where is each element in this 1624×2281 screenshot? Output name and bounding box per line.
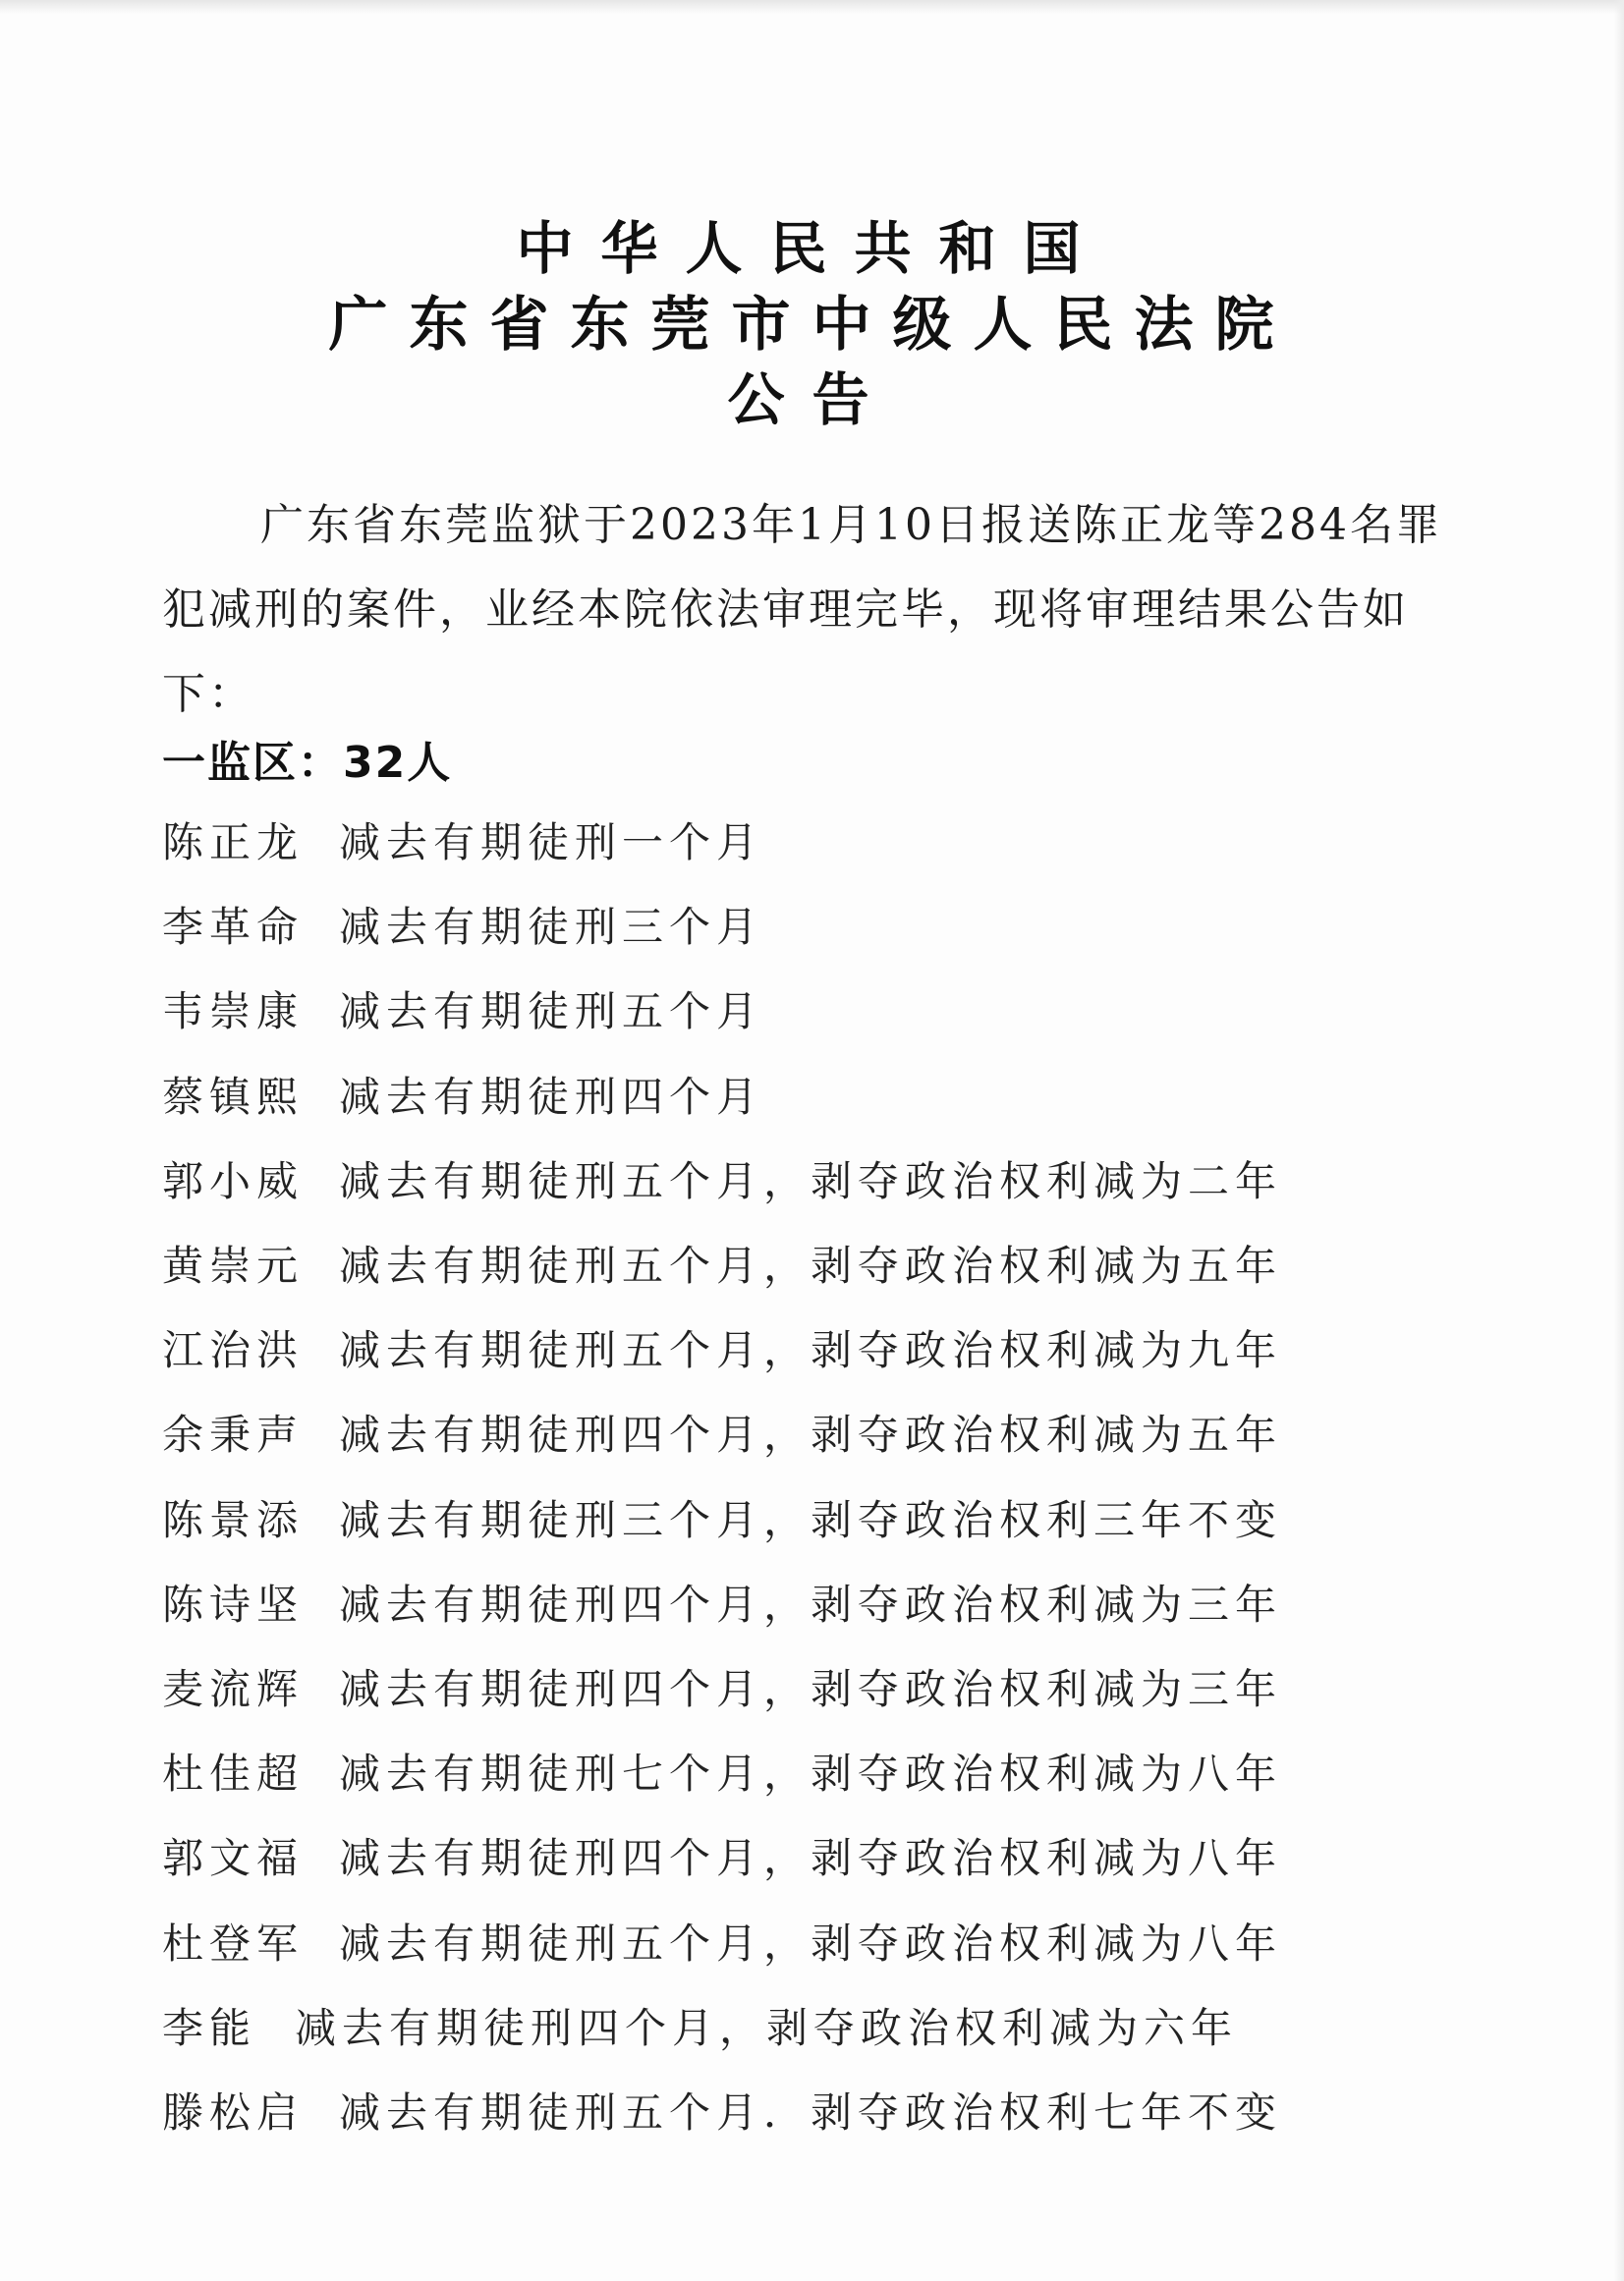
entry-sentence: 减去有期徒刑五个月，剥夺政治权利减为八年	[339, 1919, 1283, 1968]
entry-sentence: 减去有期徒刑四个月，剥夺政治权利减为八年	[339, 1834, 1283, 1883]
list-item	[162, 1898, 1479, 1982]
entry-name: 陈诗坚	[162, 1580, 305, 1629]
scan-top-shadow	[0, 0, 1624, 14]
entry-name: 郭小威	[162, 1156, 305, 1205]
list-item	[162, 798, 1479, 882]
list-item	[162, 1137, 1479, 1221]
list-item	[162, 1813, 1479, 1898]
entry-sentence: 减去有期徒刑四个月，剥夺政治权利减为五年	[339, 1411, 1283, 1460]
entry-name: 郭文福	[162, 1834, 305, 1883]
list-item	[162, 1306, 1479, 1390]
list-item	[162, 882, 1479, 967]
entry-sentence: 减去有期徒刑四个月，剥夺政治权利减为六年	[295, 2003, 1239, 2052]
entry-sentence: 减去有期徒刑五个月．剥夺政治权利七年不变	[339, 2087, 1283, 2137]
entry-sentence: 减去有期徒刑五个月，剥夺政治权利减为九年	[339, 1326, 1283, 1375]
entry-sentence: 减去有期徒刑四个月，剥夺政治权利减为三年	[339, 1580, 1283, 1629]
list-item	[162, 1644, 1479, 1729]
entry-name: 陈正龙	[162, 818, 305, 867]
entry-sentence: 减去有期徒刑一个月	[339, 818, 764, 867]
list-item	[162, 2068, 1479, 2152]
list-item	[162, 1052, 1479, 1137]
intro-paragraph: 广东省东莞监狱于2023年1月10日报送陈正龙等284名罪犯减刑的案件，业经本院依法审理完毕，现将审理结果公告如下：	[162, 500, 1442, 719]
entry-name: 陈景添	[162, 1495, 305, 1544]
title-announcement: 公告	[727, 366, 897, 433]
entry-sentence: 减去有期徒刑四个月，剥夺政治权利减为三年	[339, 1664, 1283, 1713]
entry-sentence: 减去有期徒刑五个月，剥夺政治权利减为二年	[339, 1156, 1283, 1205]
list-item	[162, 1560, 1479, 1644]
entry-name: 蔡镇熙	[162, 1072, 305, 1121]
list-item	[162, 1729, 1479, 1813]
entry-sentence: 减去有期徒刑七个月，剥夺政治权利减为八年	[339, 1750, 1283, 1799]
entry-name: 韦崇康	[162, 987, 305, 1036]
entry-sentence: 减去有期徒刑四个月	[339, 1072, 764, 1121]
entry-name: 麦流辉	[162, 1664, 305, 1713]
list-item	[162, 1390, 1479, 1474]
entry-name: 滕松启	[162, 2087, 305, 2137]
entry-sentence: 减去有期徒刑三个月	[339, 903, 764, 952]
section-header: 一监区：32人	[162, 738, 453, 788]
entry-list	[162, 798, 1479, 2152]
entry-sentence: 减去有期徒刑三个月，剥夺政治权利三年不变	[339, 1495, 1283, 1544]
list-item	[162, 1221, 1479, 1306]
entry-name: 江治洪	[162, 1326, 305, 1375]
entry-name: 李能	[162, 2003, 257, 2052]
entry-name: 余秉声	[162, 1411, 305, 1460]
entry-sentence: 减去有期徒刑五个月，剥夺政治权利减为五年	[339, 1242, 1283, 1291]
entry-sentence: 减去有期徒刑五个月	[339, 987, 764, 1036]
title-court: 广东省东莞市中级人民法院	[328, 291, 1296, 360]
entry-name: 李革命	[162, 903, 305, 952]
list-item	[162, 967, 1479, 1051]
title-country: 中华人民共和国	[516, 215, 1108, 282]
list-item	[162, 1475, 1479, 1560]
list-item	[162, 1983, 1479, 2068]
entry-name: 黄崇元	[162, 1242, 305, 1291]
entry-name: 杜佳超	[162, 1750, 305, 1799]
entry-name: 杜登军	[162, 1919, 305, 1968]
